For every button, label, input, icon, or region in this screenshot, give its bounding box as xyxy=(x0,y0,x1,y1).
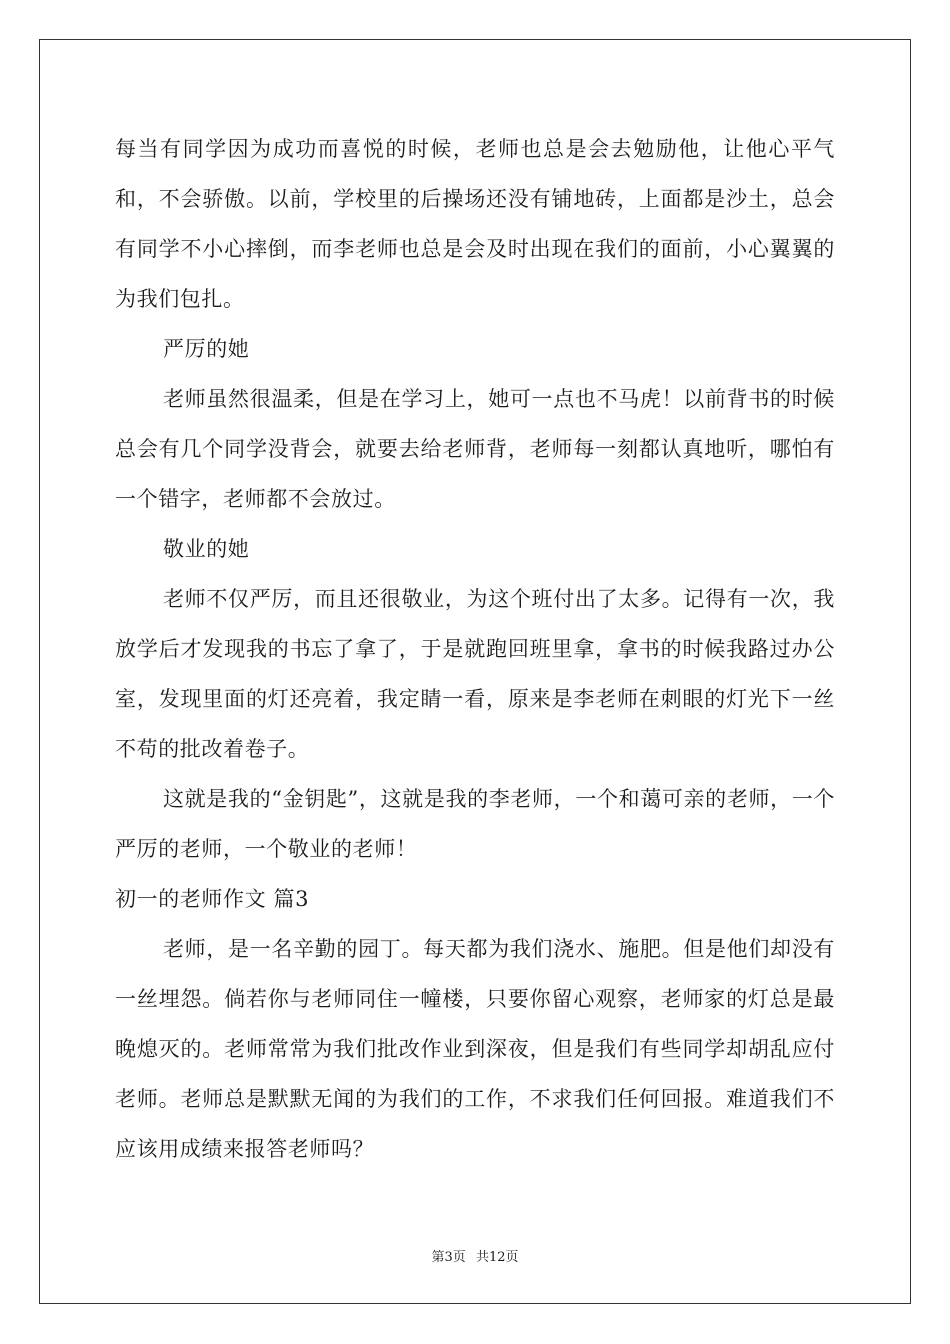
document-body xyxy=(115,124,835,1174)
paragraph-conclusion: 这就是我的“金钥匙”，这就是我的李老师，一个和蔼可亲的老师，一个严厉的老师，一个敬业的老师！ xyxy=(115,787,835,861)
paragraph-dedicated: 老师不仅严厉，而且还很敬业，为这个班付出了太多。记得有一次，我放学后才发现我的书忘了拿了，于是就跑回班里拿，拿书的时候我路过办公室，发现里面的灯还亮着，我定睛一看，原来是李老师在刺眼的灯光下一丝不苟的批改着卷子。 xyxy=(115,587,835,761)
essay-title: 初一的老师作文 篇3 xyxy=(115,887,310,911)
page-footer xyxy=(0,1246,950,1265)
paragraph-first: 每当有同学因为成功而喜悦的时候，老师也总是会去勉励他，让他心平气和，不会骄傲。以前，学校里的后操场还没有铺地砖，上面都是沙土，总会有同学不小心摔倒，而李老师也总是会及时出现在我们的面前，小心翼翼的为我们包扎。 xyxy=(115,137,835,311)
section-heading-dedicated: 敬业的她 xyxy=(163,537,250,561)
paragraph-strict: 老师虽然很温柔，但是在学习上，她可一点也不马虎！以前背书的时候总会有几个同学没背会，就要去给老师背，老师每一刻都认真地听，哪怕有一个错字，老师都不会放过。 xyxy=(115,387,835,511)
paragraph-essay-3: 老师，是一名辛勤的园丁。每天都为我们浇水、施肥。但是他们却没有一丝埋怨。倘若你与老师同住一幢楼，只要你留心观察，老师家的灯总是最晚熄灭的。老师常常为我们批改作业到深夜，但是我们有些同学却胡乱应付老师。老师总是默默无闻的为我们的工作，不求我们任何回报。难道我们不应该用成绩来报答老师吗？ xyxy=(115,937,835,1161)
section-heading-strict: 严厉的她 xyxy=(163,337,250,361)
page-total: 共12页 xyxy=(475,1250,519,1265)
page-number: 第3页 xyxy=(431,1250,466,1265)
